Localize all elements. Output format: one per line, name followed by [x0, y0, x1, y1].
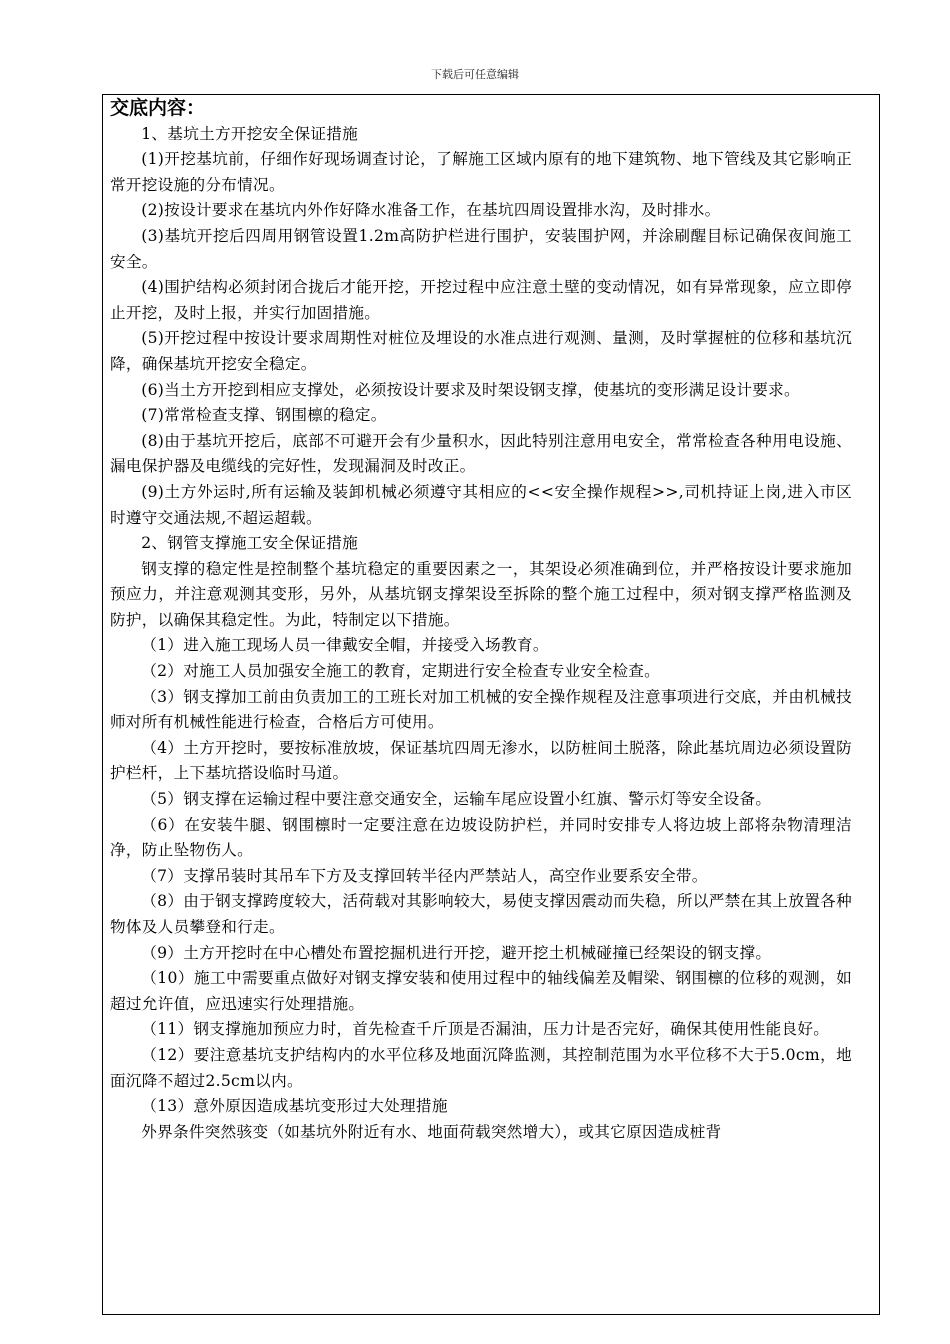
page-header: 下载后可任意编辑	[431, 68, 519, 81]
paragraph: （7）支撑吊装时其吊车下方及支撑回转半径内严禁站人，高空作业要系安全带。	[141, 866, 708, 885]
paragraph: （2）对施工人员加强安全施工的教育，定期进行安全检查专业安全检查。	[141, 662, 661, 681]
paragraph: (9)土方外运时,所有运输及装卸机械必须遵守其相应的<<安全操作规程>>,司机持证上岗,进入市区时遵守交通法规,不超运超载。	[110, 482, 852, 527]
paragraph: （1）进入施工现场人员一律戴安全帽，并接受入场教育。	[141, 636, 549, 655]
paragraph: (8)由于基坑开挖后，底部不可避开会有少量积水，因此特别注意用电安全，常常检查各种用电设施、漏电保护器及电缆线的完好性，发现漏洞及时改正。	[110, 431, 852, 476]
paragraph: （13）意外原因造成基坑变形过大处理措施	[141, 1097, 448, 1116]
paragraph: (2)按设计要求在基坑内外作好降水准备工作，在基坑四周设置排水沟，及时排水。	[141, 201, 721, 220]
paragraph: （8）由于钢支撑跨度较大，活荷载对其影响较大，易使支撑因震动而失稳，所以严禁在其上放置各种物体及人员攀登和行走。	[110, 892, 852, 936]
paragraph: (7)常常检查支撑、钢围檩的稳定。	[141, 406, 387, 425]
paragraph: 1、基坑土方开挖安全保证措施	[141, 124, 359, 143]
disclosure-content	[110, 96, 852, 1145]
paragraph: （6）在安装牛腿、钢围檩时一定要注意在边坡设防护栏，并同时安排专人将边坡上部将杂物清理洁净，防止坠物伤人。	[110, 815, 852, 860]
paragraph: (1)开挖基坑前，仔细作好现场调查讨论，了解施工区域内原有的地下建筑物、地下管线及其它影响正常开挖设施的分布情况。	[110, 150, 852, 194]
paragraph: （3）钢支撑加工前由负责加工的工班长对加工机械的安全操作规程及注意事项进行交底，并由机械技师对所有机械性能进行检查，合格后方可使用。	[110, 687, 852, 732]
paragraph: （4）土方开挖时，要按标准放坡，保证基坑四周无渗水，以防桩间土脱落，除此基坑周边必须设置防护栏杆，上下基坑搭设临时马道。	[110, 738, 852, 783]
paragraph: （12）要注意基坑支护结构内的水平位移及地面沉降监测，其控制范围为水平位移不大于5.0cm，地面沉降不超过2.5cm以内。	[110, 1045, 852, 1090]
paragraph: (4)围护结构必须封闭合拢后才能开挖，开挖过程中应注意土壁的变动情况，如有异常现象，应立即停止开挖，及时上报，并实行加固措施。	[110, 278, 852, 322]
paragraph: （11）钢支撑施加预应力时，首先检查千斤顶是否漏油，压力计是否完好，确保其使用性能良好。	[141, 1020, 830, 1039]
paragraph: (5)开挖过程中按设计要求周期性对桩位及埋设的水准点进行观测、量测，及时掌握桩的位移和基坑沉降，确保基坑开挖安全稳定。	[110, 329, 852, 373]
paragraph: （5）钢支撑在运输过程中要注意交通安全，运输车尾应设置小红旗、警示灯等安全设备。	[141, 790, 772, 809]
paragraph: (6)当土方开挖到相应支撑处，必须按设计要求及时架设钢支撑，使基坑的变形满足设计要求。	[141, 380, 800, 399]
paragraph: （10）施工中需要重点做好对钢支撑安装和使用过程中的轴线偏差及帽梁、钢围檩的位移的观测，如超过允许值，应迅速实行处理措施。	[110, 969, 852, 1013]
paragraph: 钢支撑的稳定性是控制整个基坑稳定的重要因素之一，其架设必须准确到位，并严格按设计要求施加预应力，并注意观测其变形，另外，从基坑钢支撑架设至拆除的整个施工过程中，须对钢支撑严格监测及防护，以确保其稳定性。为此，特制定以下措施。	[110, 559, 852, 629]
paragraph: （9）土方开挖时在中心槽处布置挖掘机进行开挖，避开挖土机械碰撞已经架设的钢支撑。	[141, 943, 772, 962]
paragraph: 外界条件突然骇变（如基坑外附近有水、地面荷载突然增大），或其它原因造成桩背	[141, 1122, 722, 1141]
section-heading: 交底内容：	[110, 97, 206, 119]
paragraph: (3)基坑开挖后四周用钢管设置1.2m高防护栏进行围护，安装围护网，并涂刷醒目标记确保夜间施工安全。	[110, 226, 852, 271]
paragraph: 2、钢管支撑施工安全保证措施	[141, 534, 359, 553]
